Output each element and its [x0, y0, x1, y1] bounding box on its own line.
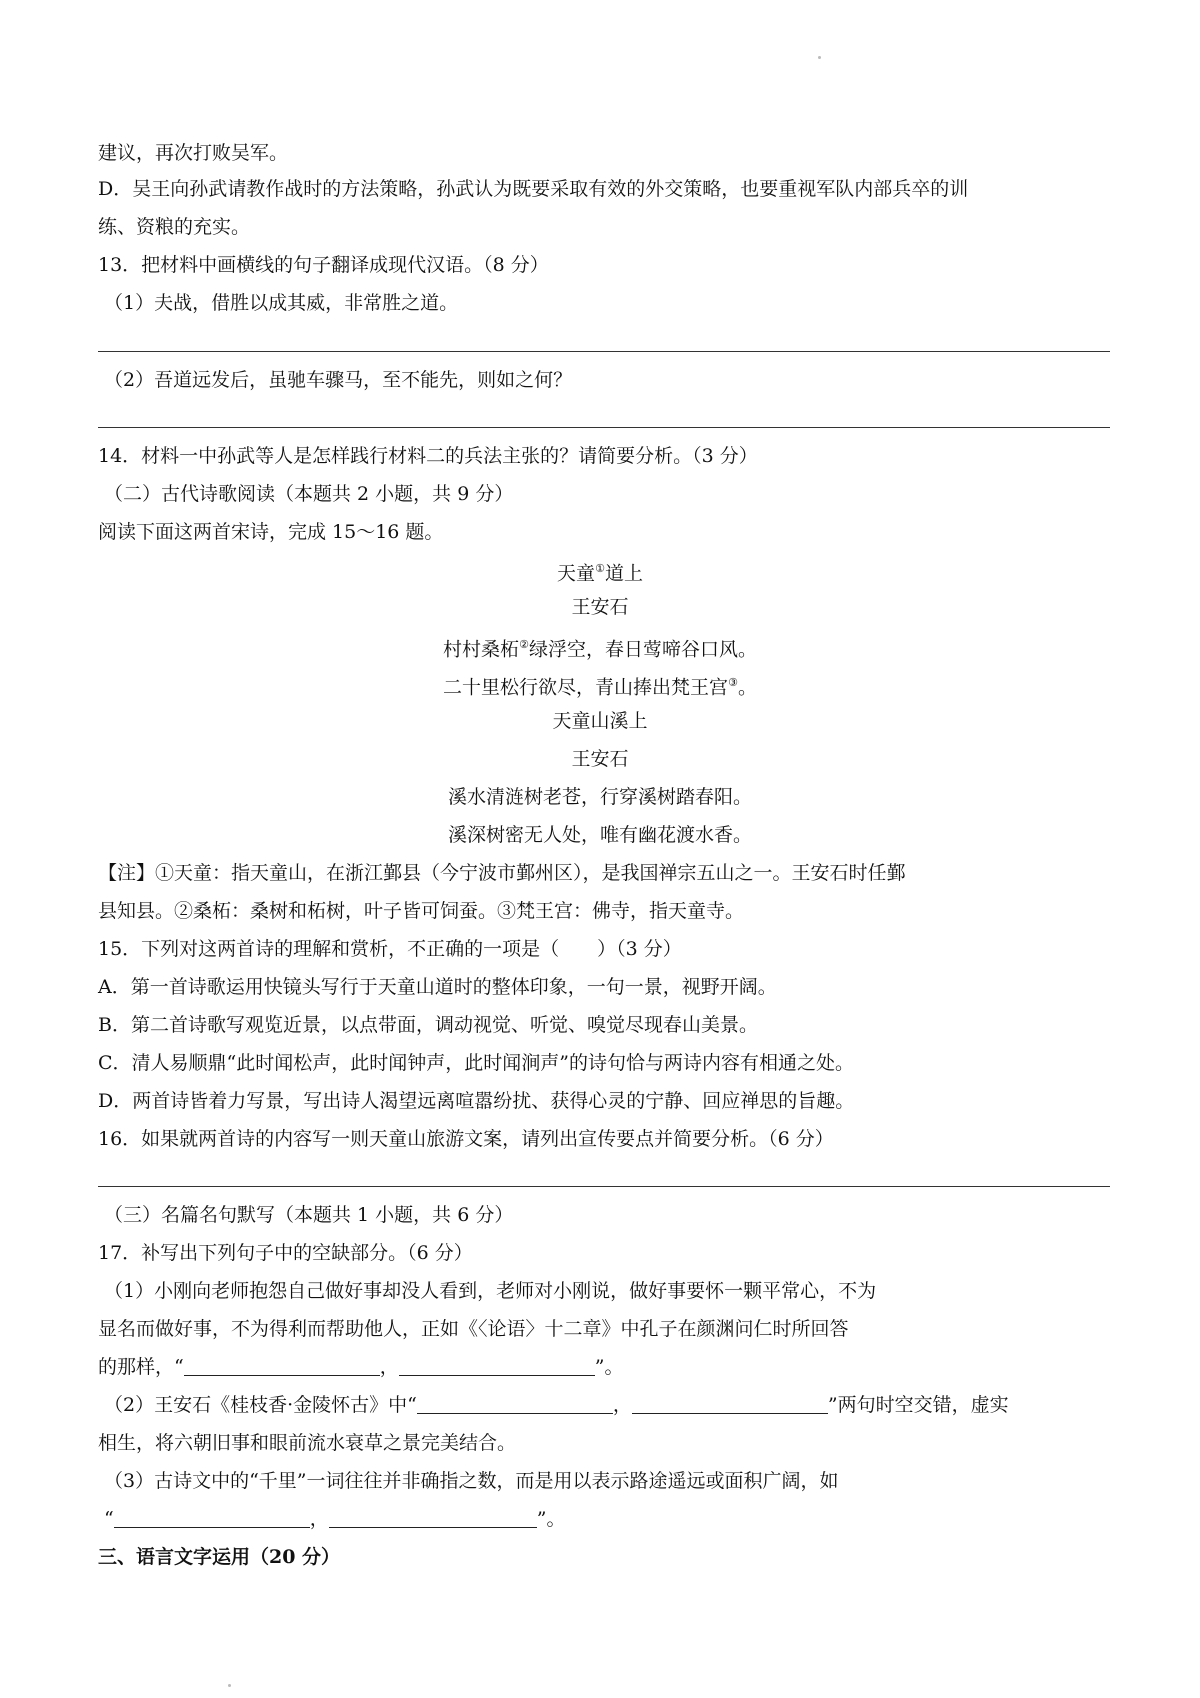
question-15-option-b: B．第二首诗歌写观览近景，以点带面，调动视觉、听觉、嗅觉尽现春山美景。 [98, 1014, 758, 1036]
poem-notes-line1: 【注】①天童：指天童山，在浙江鄞县（今宁波市鄞州区），是我国禅宗五山之一。王安石时任鄞 [98, 862, 906, 884]
poem1-line2: 二十里松行欲尽，青山捧出梵王宫③。 [443, 676, 757, 699]
poem1-line1: 村村桑柘②绿浮空，春日莺啼谷口风。 [443, 638, 757, 661]
question-17-part2-line2: 相生，将六朝旧事和眼前流水衰草之景完美结合。 [98, 1432, 517, 1454]
question-13-part2: （2）吾道远发后，虽驰车骤马，至不能先，则如之何？ [104, 369, 573, 391]
part-three-heading: 三、语言文字运用（20 分） [98, 1546, 341, 1568]
question-17-part1-line3: 的那样，“ ， ”。 [98, 1356, 624, 1378]
question-15-stem: 15．下列对这两首诗的理解和赏析，不正确的一项是（ ）（3 分） [98, 938, 682, 960]
question-17-part3-line1: （3）古诗文中的“千里”一词往往并非确指之数，而是用以表示路途遥远或面积广阔，如 [104, 1470, 839, 1492]
question-15-option-c: C．清人易顺鼎“此时闻松声，此时闻钟声，此时闻涧声”的诗句恰与两诗内容有相通之处。 [98, 1052, 854, 1074]
blank-field[interactable] [417, 1393, 613, 1414]
poem1-title: 天童①道上 [557, 562, 643, 585]
question-17-stem: 17．补写出下列句子中的空缺部分。（6 分） [98, 1242, 473, 1264]
blank-field[interactable] [114, 1507, 310, 1528]
blank-field[interactable] [329, 1507, 537, 1528]
poem1-author: 王安石 [571, 596, 629, 618]
question-17-part1-line1: （1）小刚向老师抱怨自己做好事却没人看到，老师对小刚说，做好事要怀一颗平常心，不为 [104, 1280, 877, 1302]
question-17-part2-line1: （2）王安石《桂枝香·金陵怀古》中“ ， ”两句时空交错，虚实 [104, 1394, 1009, 1416]
text-line: 建议，再次打败吴军。 [98, 142, 289, 164]
blank-field[interactable] [184, 1355, 380, 1376]
question-14-stem: 14．材料一中孙武等人是怎样践行材料二的兵法主张的？请简要分析。（3 分） [98, 445, 758, 467]
poem2-line1: 溪水清涟树老苍，行穿溪树踏春阳。 [447, 786, 752, 808]
poem2-author: 王安石 [571, 748, 629, 770]
scan-speck [228, 1684, 231, 1687]
question-16-stem: 16．如果就两首诗的内容写一则天童山旅游文案，请列出宣传要点并简要分析。（6 分） [98, 1128, 834, 1150]
poem2-title: 天童山溪上 [552, 710, 648, 732]
question-13-stem: 13．把材料中画横线的句子翻译成现代汉语。（8 分） [98, 254, 549, 276]
question-13-part1: （1）夫战，借胜以成其威，非常胜之道。 [104, 292, 459, 314]
answer-line[interactable] [98, 1186, 1110, 1187]
question-17-part1-line2: 显名而做好事，不为得利而帮助他人，正如《〈论语〉十二章》中孔子在颜渊问仁时所回答 [98, 1318, 849, 1340]
scan-speck [818, 56, 821, 59]
answer-line[interactable] [98, 427, 1110, 428]
poem-notes-line2: 县知县。②桑柘：桑树和柘树，叶子皆可饲蚕。③梵王宫：佛寺，指天童寺。 [98, 900, 745, 922]
poetry-instruction: 阅读下面这两首宋诗，完成 15～16 题。 [98, 521, 444, 543]
blank-field[interactable] [632, 1393, 828, 1414]
option-d-line1: D．吴王向孙武请教作战时的方法策略，孙武认为既要采取有效的外交策略，也要重视军队内部兵卒的训 [98, 178, 969, 200]
blank-field[interactable] [399, 1355, 595, 1376]
section-poetry-heading: （二）古代诗歌阅读（本题共 2 小题，共 9 分） [104, 483, 514, 505]
section-recitation-heading: （三）名篇名句默写（本题共 1 小题，共 6 分） [104, 1204, 514, 1226]
option-d-line2: 练、资粮的充实。 [98, 216, 251, 238]
answer-line[interactable] [98, 351, 1110, 352]
question-15-option-a: A．第一首诗歌运用快镜头写行于天童山道时的整体印象，一句一景，视野开阔。 [98, 976, 777, 998]
poem2-line2: 溪深树密无人处，唯有幽花渡水香。 [447, 824, 752, 846]
question-15-option-d: D．两首诗皆着力写景，写出诗人渴望远离喧嚣纷扰、获得心灵的宁静、回应禅思的旨趣。 [98, 1090, 855, 1112]
question-17-part3-line2: “ ， ”。 [104, 1508, 566, 1530]
